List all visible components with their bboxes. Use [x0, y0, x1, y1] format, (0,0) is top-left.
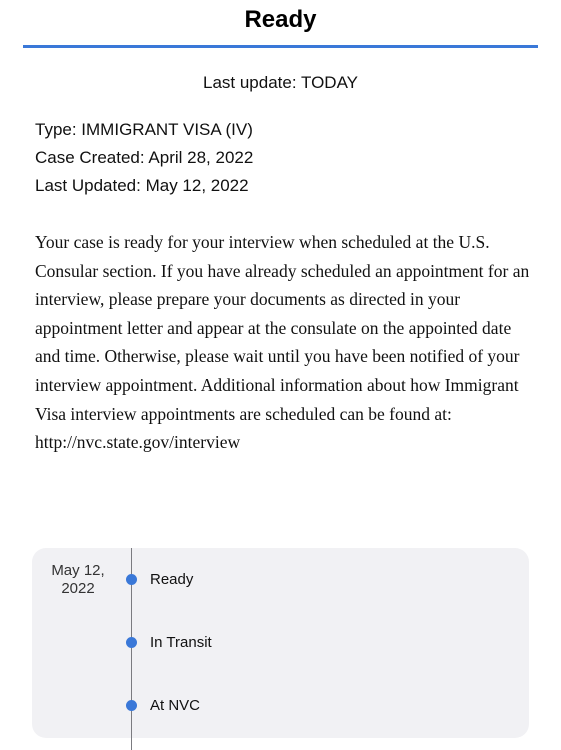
timeline-date-line1: May 12,: [51, 562, 105, 579]
last-update-text: Last update: TODAY: [203, 73, 358, 92]
timeline-event-ready: Ready: [150, 571, 194, 588]
timeline-event-at-nvc: At NVC: [150, 697, 201, 714]
timeline-event-in-transit: In Transit: [150, 634, 212, 651]
timeline-dot: [126, 700, 137, 711]
case-last-updated: Last Updated: May 12, 2022: [35, 176, 249, 195]
status-message: Your case is ready for your interview when scheduled at the U.S. Consular section. If you have already scheduled an appointment for an interview, please prepare your documents as directed in your appointment letter and appear at the consulate on the appointed date and time. Otherwise, please wait until you have been notified of your interview appointment. Additional information about how Immigrant Visa interview appointments are scheduled can be found at: http://nvc.state.gov/interview: [35, 232, 530, 453]
case-created: Case Created: April 28, 2022: [35, 148, 254, 167]
case-type: Type: IMMIGRANT VISA (IV): [35, 120, 253, 139]
timeline-dot: [126, 637, 137, 648]
timeline-date: [40, 562, 116, 598]
case-details: [35, 116, 253, 200]
timeline-dot: [126, 574, 137, 585]
timeline-date-line2: 2022: [61, 580, 95, 597]
page-title: Ready: [244, 6, 317, 33]
title-underline: [23, 45, 538, 48]
